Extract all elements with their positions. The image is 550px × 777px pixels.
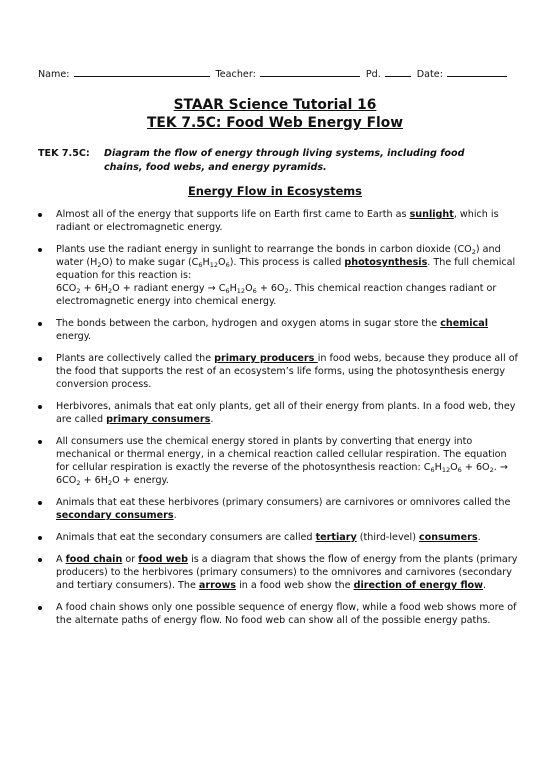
tek-code: TEK 7.5C: (38, 148, 90, 159)
text: O (218, 257, 226, 268)
equation-text: O (245, 283, 253, 294)
text: . This chemical reaction changes radiant or electromagnetic energy into chemical energy. (56, 283, 497, 307)
text: in a food web show the (236, 580, 354, 591)
key-term: direction of energy flow (353, 580, 484, 591)
key-term: secondary consumers (56, 510, 174, 521)
subscript: 6 (198, 261, 203, 269)
subscript: 12 (441, 466, 451, 474)
subscript: 2 (107, 287, 113, 295)
key-term: food web (138, 554, 189, 565)
key-term: chemical (440, 318, 488, 329)
key-term: consumers (418, 532, 478, 543)
text: + 6O (461, 462, 490, 473)
text: H (434, 462, 442, 473)
text: in food webs, because they produce all of the food that supports the rest of an ecosystem’s life forms, using the photosynthesis energy conversion process. (56, 353, 518, 390)
key-term: arrows (198, 580, 237, 591)
equation-text: + 6O (256, 283, 285, 294)
key-term: primary producers (214, 353, 318, 364)
bullet-icon (38, 357, 42, 361)
text: H (202, 257, 210, 268)
text: The bonds between the carbon, hydrogen and oxygen atoms in sugar store the (56, 318, 441, 329)
text: ). This process is called (229, 257, 345, 268)
text: Plants use the radiant energy in sunlight to rearrange the bonds in carbon dioxide (CO (56, 244, 472, 255)
teacher-label: Teacher: (215, 69, 256, 80)
bullet-icon (38, 440, 42, 444)
text: . (477, 532, 481, 543)
text: + 6H (80, 475, 108, 486)
text: Almost all of the energy that supports life on Earth first came to Earth as (56, 209, 410, 220)
subscript: 2 (76, 479, 81, 487)
bullet-icon (38, 501, 42, 505)
equation-text: 6CO (56, 283, 77, 294)
tek-description-line1: Diagram the flow of energy through living systems, including food (104, 148, 465, 159)
list-item (38, 496, 518, 522)
key-term: primary consumers (106, 414, 211, 425)
text: Plants are collectively called the (56, 353, 215, 364)
bullet-icon (38, 322, 42, 326)
subscript: 6 (225, 261, 230, 269)
subscript: 6 (430, 466, 435, 474)
text: O + energy. (112, 475, 169, 486)
pd-field[interactable] (385, 66, 411, 77)
subscript: 6 (252, 287, 257, 295)
text: is a diagram that shows the flow of energy from the plants (primary producers) to the herbivores (primary consumers) to the omnivores and carnivores (secondary and tertiary consumers). The (56, 554, 518, 591)
bullet-icon (38, 213, 42, 217)
key-term: photosynthesis (344, 257, 428, 268)
text: O) to make sugar (C (101, 257, 199, 268)
text: . The full chemical equation for this reaction is: (56, 257, 516, 281)
text: O (450, 462, 458, 473)
list-item (38, 400, 518, 426)
bullet-icon (38, 606, 42, 610)
teacher-field[interactable] (260, 66, 360, 77)
tek-title: TEK 7.5C: Food Web Energy Flow (147, 115, 403, 131)
bullet-icon (38, 558, 42, 562)
list-item (38, 601, 518, 627)
text: A (56, 554, 66, 565)
text: . → 6CO (56, 462, 508, 486)
date-label: Date: (416, 69, 443, 80)
equation-text: + 6H (80, 283, 108, 294)
subscript: 2 (284, 287, 289, 295)
bullet-icon (38, 405, 42, 409)
subscript: 2 (76, 287, 81, 295)
text: Animals that eat these herbivores (primary consumers) are carnivores or omnivores called the (56, 497, 511, 508)
list-item (38, 531, 518, 544)
equation-text: H (229, 283, 237, 294)
key-term: food chain (65, 554, 123, 565)
list-item (38, 243, 518, 308)
list-item (38, 553, 518, 592)
subscript: 6 (225, 287, 230, 295)
key-term: sunlight (409, 209, 454, 220)
key-term: tertiary (315, 532, 357, 543)
list-item (38, 317, 518, 343)
text: Animals that eat the secondary consumers are called (56, 532, 316, 543)
tutorial-title: STAAR Science Tutorial 16 (173, 97, 377, 113)
student-info-header (38, 66, 514, 80)
tek-statement (38, 147, 518, 175)
subscript: 6 (457, 466, 462, 474)
text: ) and water (H (56, 244, 501, 268)
bullet-list (38, 208, 518, 636)
subscript: 2 (489, 466, 494, 474)
name-field[interactable] (74, 66, 210, 77)
equation-text: O + radiant energy → C (112, 283, 226, 294)
date-field[interactable] (447, 66, 507, 77)
text: (third-level) (356, 532, 419, 543)
text: , which is radiant or electromagnetic energy. (56, 209, 499, 233)
name-label: Name: (38, 69, 70, 80)
text: Herbivores, animals that eat only plants, get all of their energy from plants. In a food web, they are called (56, 401, 516, 425)
text: . (483, 580, 487, 591)
pd-label: Pd. (365, 69, 381, 80)
bullet-icon (38, 536, 42, 540)
text: . (173, 510, 177, 521)
text: . (210, 414, 214, 425)
subscript: 2 (107, 479, 113, 487)
subscript: 2 (471, 248, 476, 256)
text: A food chain shows only one possible sequence of energy flow, while a food web shows more of the alternate paths of energy flow. No food web can show all of the possible energy paths. (56, 602, 517, 626)
text: All consumers use the chemical energy stored in plants by converting that energy into mechanical or thermal energy, in a chemical reaction called cellular respiration. The equation for cellular respiration is exactly the reverse of the photosynthesis reaction: C (56, 436, 507, 473)
list-item (38, 352, 518, 391)
subscript: 12 (209, 261, 219, 269)
list-item (38, 435, 518, 487)
section-heading: Energy Flow in Ecosystems (188, 184, 362, 198)
tek-description-line2: chains, food webs, and energy pyramids. (104, 162, 327, 173)
list-item (38, 208, 518, 234)
bullet-icon (38, 248, 42, 252)
text: energy. (56, 331, 92, 342)
subscript: 12 (236, 287, 246, 295)
text: or (122, 554, 139, 565)
subscript: 2 (97, 261, 102, 269)
